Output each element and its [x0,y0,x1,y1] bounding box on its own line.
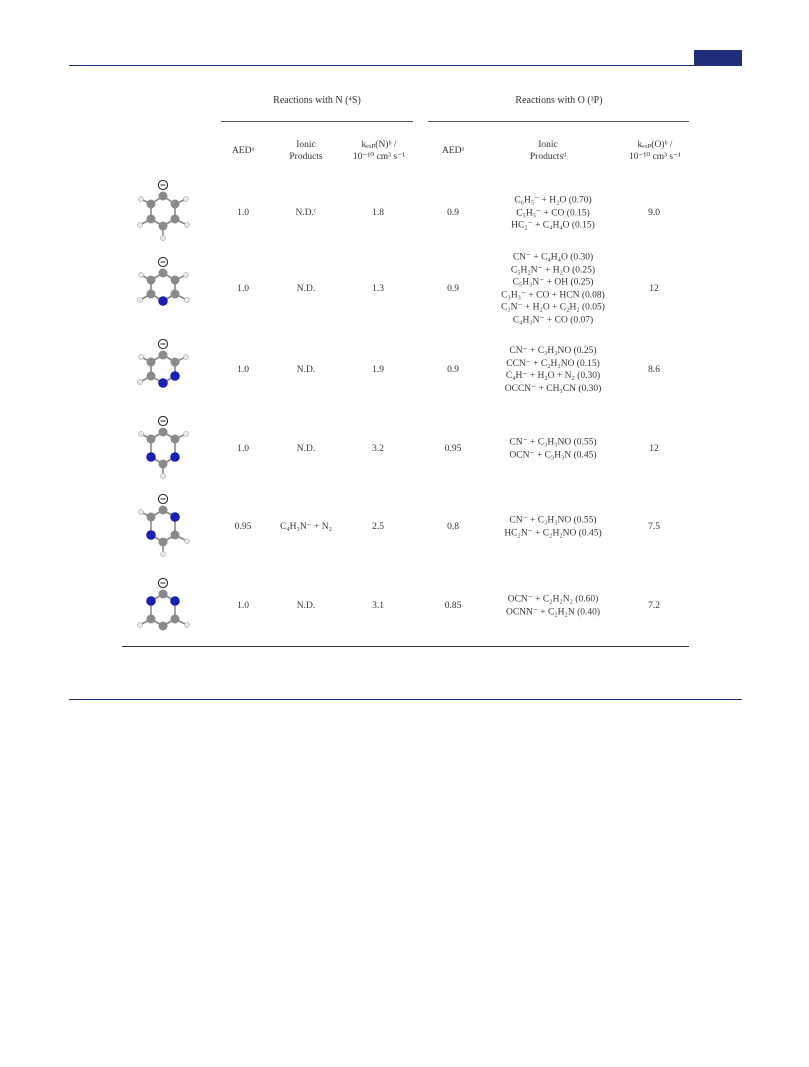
row-3-k-o: 8.6 [648,364,660,375]
group-title-n: Reactions with N (⁴S) [273,95,361,106]
header-ionic-n: Ionic Products [289,140,323,162]
row-1-products-o: C₆H₅⁻ + H₂O (0.70) C₅H₅⁻ + CO (0.15) HC₂⁻ + C₄H₄O (0.15) [511,195,595,231]
row-4-aed-n: 1.0 [237,443,249,454]
row-1-k-o: 9.0 [648,207,660,218]
row-5-products-n: C₄H₃N⁻ + N₂ [280,521,332,532]
row-4-products-o: CN⁻ + C₃H₃NO (0.55) OCN⁻ + C₃H₃N (0.45) [509,437,597,460]
row-3-products-n: N.D. [296,364,316,375]
row-2-aed-n: 1.0 [237,283,249,294]
row-4-aed-o: 0.95 [444,443,462,454]
row-6-products-n: N.D. [296,600,316,611]
row-6-aed-n: 1.0 [237,600,249,611]
header-aed-o: AEDᵃ [441,146,465,156]
row-4-k-o: 12 [649,443,659,454]
page-corner-tab [694,50,742,65]
footer-rule [69,699,742,700]
row-5-aed-o: 0.8 [447,521,459,532]
header-k-o: kₑₓₚ(O)ᵇ / 10⁻¹⁰ cm³ s⁻¹ [629,140,681,162]
row-3-products-o: CN⁻ + C₃H₃NO (0.25) CCN⁻ + C₂H₃NO (0.15) C₄H⁻ + H₂O + N₂ (0.30) OCCN⁻ + CH₃CN (0.30) [504,346,602,394]
header-aed-n: AEDᵃ [231,146,255,156]
header-rule [69,65,742,66]
row-3-aed-n: 1.0 [237,364,249,375]
row-2-products-o: CN⁻ + C₄H₄O (0.30) C₅H₂N⁻ + H₂O (0.25) C₅H₃N⁻ + OH (0.25) C₃H₃⁻ + CO + HCN (0.08) C₃N⁻ + H₂O + C₂H₂ (0.05) C₄H₃N⁻ + CO (0.07) [501,252,605,325]
row-6-k-n: 3.1 [372,600,384,611]
row-3-k-n: 1.9 [372,364,384,375]
row-1-aed-o: 0.9 [447,207,459,218]
row-5-products-o: CN⁻ + C₃H₃NO (0.55) HC₂N⁻ + C₂H₂NO (0.45) [504,515,602,538]
row-5-k-o: 7.5 [648,521,660,532]
row-4-k-n: 3.2 [372,443,384,454]
molecule-2-image [132,256,196,312]
molecule-3-image [132,338,196,394]
group-rule-n [221,121,413,122]
group-rule-o [428,121,689,122]
row-6-k-o: 7.2 [648,600,660,611]
row-3-aed-o: 0.9 [447,364,459,375]
molecule-1-image [132,178,196,246]
row-6-aed-o: 0.85 [444,600,462,611]
row-2-k-n: 1.3 [372,283,384,294]
row-5-k-n: 2.5 [372,521,384,532]
molecule-6-image [132,577,196,637]
row-2-k-o: 12 [649,283,659,294]
row-2-products-n: N.D. [296,283,316,294]
row-5-aed-n: 0.95 [234,521,252,532]
molecule-4-image [132,415,196,483]
row-1-k-n: 1.8 [372,207,384,218]
row-6-products-o: OCN⁻ + C₂H₂N₂ (0.60) OCNN⁻ + C₂H₂N (0.40) [505,594,601,617]
table-bottom-rule [122,646,689,647]
row-2-aed-o: 0.9 [447,283,459,294]
group-title-o: Reactions with O (³P) [515,95,603,106]
header-ionic-o: Ionic Productsᵈ [529,140,567,162]
row-1-aed-n: 1.0 [237,207,249,218]
row-1-products-n: N.D.ᶜ [295,207,317,218]
row-4-products-n: N.D. [296,443,316,454]
molecule-5-image [132,493,196,561]
header-k-n: kₑₓₚ(N)ᵇ / 10⁻¹⁰ cm³ s⁻¹ [353,140,405,162]
